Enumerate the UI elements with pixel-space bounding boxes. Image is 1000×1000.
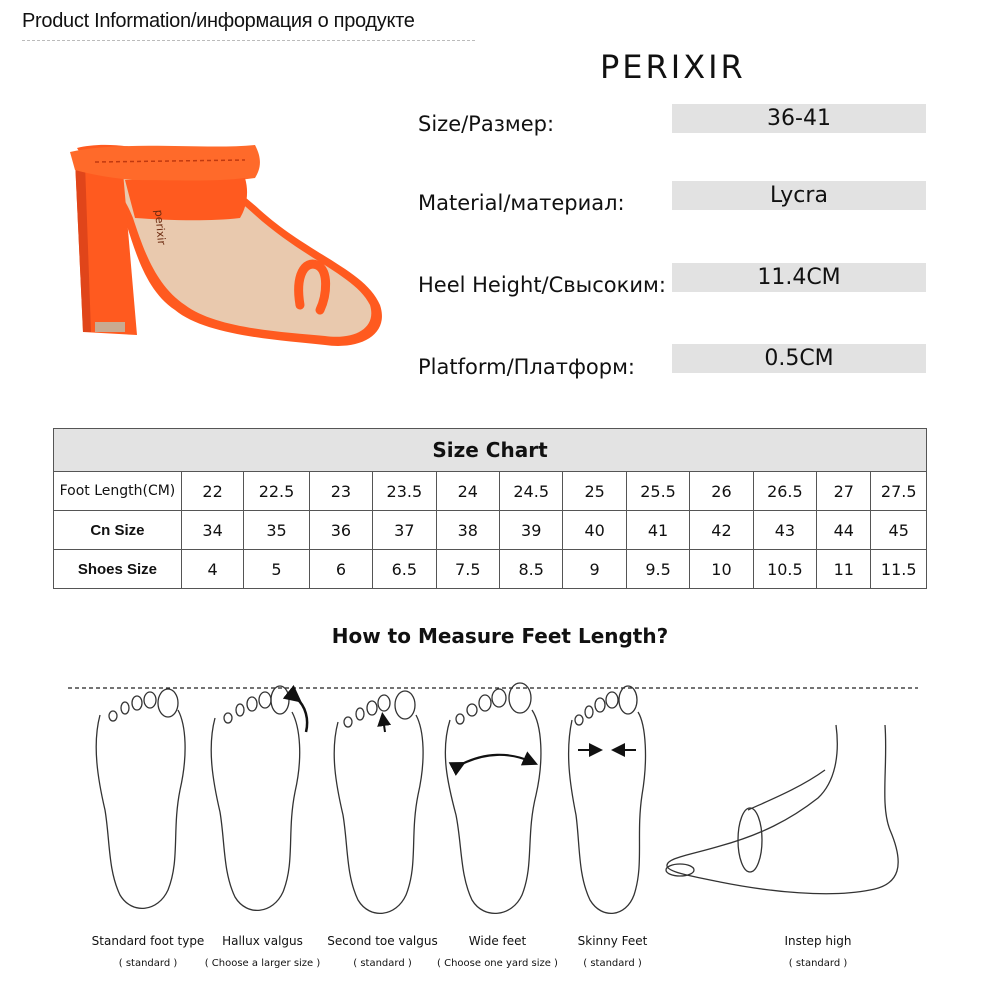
- table-cell: 6: [309, 550, 372, 589]
- table-cell: 4: [181, 550, 243, 589]
- table-cell: 39: [499, 511, 562, 550]
- table-cell: 26.5: [753, 472, 816, 511]
- spec-value-material: Lycra: [672, 181, 926, 210]
- spec-label-size: Size/Размер:: [418, 112, 555, 136]
- table-cell: 22: [181, 472, 243, 511]
- sandal-strap-bottom: [125, 178, 247, 220]
- caption-skinny-feet: [555, 934, 670, 969]
- table-cell: 23: [309, 472, 372, 511]
- spec-label-material: Material/материал:: [418, 191, 625, 215]
- size-chart-row-shoes-size: [54, 550, 927, 589]
- row-label: Cn Size: [54, 511, 182, 550]
- table-cell: 40: [563, 511, 626, 550]
- caption-wide-feet: [430, 934, 565, 969]
- table-cell: 5: [244, 550, 309, 589]
- size-chart-row-foot-length: [54, 472, 927, 511]
- foot-outline-standard: [96, 689, 185, 908]
- spec-label-platform: Platform/Платформ:: [418, 355, 636, 379]
- measure-section-title: How to Measure Feet Length?: [331, 624, 669, 648]
- row-label: Shoes Size: [54, 550, 182, 589]
- table-cell: 36: [309, 511, 372, 550]
- size-chart-table: [53, 428, 927, 589]
- caption-note: ( Choose one yard size ): [437, 958, 558, 969]
- table-cell: 22.5: [244, 472, 309, 511]
- table-cell: 25: [563, 472, 626, 511]
- caption-name: Instep high: [784, 934, 852, 948]
- table-cell: 11: [817, 550, 871, 589]
- caption-note: ( standard ): [583, 958, 642, 969]
- size-chart-title: Size Chart: [54, 429, 927, 472]
- caption-instep-high: [758, 934, 878, 969]
- table-cell: 27: [817, 472, 871, 511]
- caption-note: ( standard ): [353, 958, 412, 969]
- page-header-title: Product Information/информация о продукте: [22, 10, 415, 32]
- table-cell: 35: [244, 511, 309, 550]
- product-image-sandal: [55, 100, 385, 400]
- spec-value-size: 36-41: [672, 104, 926, 133]
- table-cell: 9: [563, 550, 626, 589]
- table-cell: 41: [626, 511, 689, 550]
- table-cell: 7.5: [436, 550, 499, 589]
- foot-outline-instep-high: [666, 725, 898, 894]
- table-cell: 45: [871, 511, 927, 550]
- caption-note: ( standard ): [788, 958, 848, 969]
- spec-label-heel-height: Heel Height/Свысоким:: [418, 273, 666, 297]
- foot-outline-wide: [445, 683, 541, 913]
- caption-name: Wide feet: [468, 934, 527, 948]
- foot-outline-second-toe-valgus: [334, 691, 423, 913]
- table-cell: 10.5: [753, 550, 816, 589]
- foot-outline-skinny: [569, 686, 646, 913]
- caption-name: Second toe valgus: [327, 934, 438, 948]
- sole-stamp: perixir: [152, 209, 169, 246]
- table-cell: 10: [690, 550, 753, 589]
- header-divider: [22, 40, 475, 41]
- table-cell: 43: [753, 511, 816, 550]
- foot-outline-hallux-valgus: [211, 686, 307, 910]
- caption-note: ( Choose a larger size ): [204, 958, 321, 969]
- table-cell: 38: [436, 511, 499, 550]
- table-cell: 42: [690, 511, 753, 550]
- size-chart-row-cn-size: [54, 511, 927, 550]
- table-cell: 11.5: [871, 550, 927, 589]
- caption-name: Hallux valgus: [222, 934, 303, 948]
- feet-illustration: [0, 670, 1000, 920]
- brand-name: PERIXIR: [600, 48, 746, 86]
- spec-value-heel-height: 11.4CM: [672, 263, 926, 292]
- caption-name: Skinny Feet: [577, 934, 648, 948]
- table-cell: 44: [817, 511, 871, 550]
- caption-hallux-valgus: [190, 934, 335, 969]
- caption-name: Standard foot type: [91, 934, 205, 948]
- table-cell: 24: [436, 472, 499, 511]
- table-cell: 9.5: [626, 550, 689, 589]
- caption-note: ( standard ): [118, 958, 178, 969]
- table-cell: 6.5: [373, 550, 436, 589]
- table-cell: 24.5: [499, 472, 562, 511]
- table-cell: 25.5: [626, 472, 689, 511]
- row-label: Foot Length(CM): [54, 472, 182, 511]
- table-cell: 8.5: [499, 550, 562, 589]
- table-cell: 34: [181, 511, 243, 550]
- spec-value-platform: 0.5CM: [672, 344, 926, 373]
- table-cell: 27.5: [871, 472, 927, 511]
- table-cell: 23.5: [373, 472, 436, 511]
- table-cell: 26: [690, 472, 753, 511]
- table-cell: 37: [373, 511, 436, 550]
